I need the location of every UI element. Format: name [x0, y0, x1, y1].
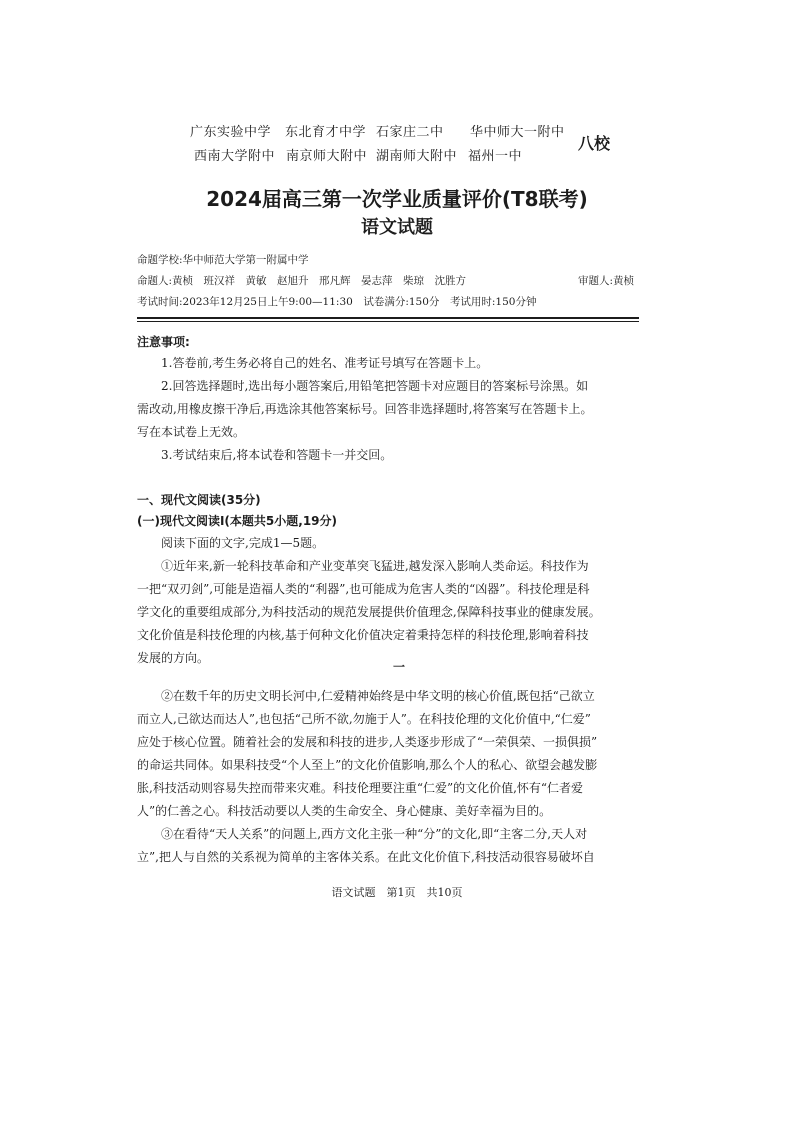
school-1: 广东实验中学: [190, 125, 272, 140]
para1-line1: ①近年来,新一轮科技革命和产业变革突飞猛进,越发深入影响人类命运。科技作为: [161, 559, 589, 573]
subject-title: 语文试题: [361, 217, 433, 238]
school-6: 南京师大附中: [286, 149, 368, 164]
page-title: 2024届高三第一次学业质量评价(T8联考): [206, 187, 588, 211]
para1-line5: 发展的方向。: [137, 651, 210, 665]
notice-heading: 注意事项:: [137, 335, 190, 349]
notice-item-2: 2.回答选择题时,选出每小题答案后,用铅笔把答题卡对应题目的答案标号涂黑。如: [161, 379, 589, 393]
school-8: 福州一中: [468, 149, 523, 164]
school-7: 湖南师大附中: [376, 149, 458, 164]
divider-thick: [137, 317, 639, 319]
para2-line6: 人”的仁善之心。科技活动要以人类的生命安全、身心健康、美好幸福为目的。: [137, 804, 552, 818]
para1-line2: 一把“双刃剑”,可能是造福人类的“利器”,也可能成为危害人类的“凶器”。科技伦理是科: [137, 582, 590, 596]
exam-authors: 命题人:黄桢 班汉祥 黄敏 赵旭升 邢凡辉 晏志萍 柴琼 沈胜方: [137, 275, 467, 287]
divider-thin: [137, 321, 639, 322]
para2-line1: ②在数千年的历史文明长河中,仁爱精神始终是中华文明的核心价值,既包括“己欲立: [161, 689, 595, 703]
reading-instruction: 阅读下面的文字,完成1—5题。: [161, 536, 325, 550]
school-3: 石家庄二中: [376, 125, 444, 140]
exam-school: 命题学校:华中师范大学第一附属中学: [137, 254, 309, 266]
para2-line2: 而立人,己欲达而达人”,也包括“己所不欲,勿施于人”。在科技伦理的文化价值中,“仁爱”: [137, 712, 591, 726]
school-2: 东北育才中学: [285, 125, 367, 140]
para2-line4: 的命运共同体。如果科技受“个人至上”的文化价值影响,那么个人的私心、欲望会越发膨: [137, 758, 598, 772]
page-footer: 语文试题 第1页 共10页: [331, 886, 463, 899]
school-4: 华中师大一附中: [470, 125, 565, 140]
notice-item-1: 1.答卷前,考生务必将自己的姓名、准考证号填写在答题卡上。: [161, 356, 489, 370]
alliance-label: 八校: [578, 134, 611, 153]
para2-line5: 胀,科技活动则容易失控而带来灾难。科技伦理要注重“仁爱”的文化价值,怀有“仁者爱: [137, 781, 584, 795]
para3-line2: 立”,把人与自然的关系视为简单的主客体关系。在此文化价值下,科技活动很容易破坏自: [137, 850, 595, 864]
notice-item-2-cont: 需改动,用橡皮擦干净后,再选涂其他答案标号。回答非选择题时,将答案写在答题卡上。: [137, 402, 593, 416]
para1-line3: 学文化的重要组成部分,为科技活动的规范发展提供价值理念,保障科技事业的健康发展。: [137, 605, 601, 619]
notice-item-3: 3.考试结束后,将本试卷和答题卡一并交回。: [161, 448, 393, 462]
subsection-heading: (一)现代文阅读Ⅰ(本题共5小题,19分): [137, 514, 338, 528]
exam-reviewer: 审题人:黄桢: [578, 275, 635, 287]
para3-line1: ③在看待“天人关系”的问题上,西方文化主张一种“分”的文化,即“主客二分,天人对: [161, 827, 588, 841]
school-5: 西南大学附中: [194, 149, 276, 164]
para2-line3: 应处于核心位置。随着社会的发展和科技的进步,人类逐步形成了“一荣俱荣、一损俱损”: [137, 735, 598, 749]
notice-item-2-end: 写在本试卷上无效。: [137, 425, 246, 439]
para1-line4: 文化价值是科技伦理的内核,基于何种文化价值决定着秉持怎样的科技伦理,影响着科技: [137, 628, 589, 642]
section-heading: 一、现代文阅读(35分): [137, 493, 261, 507]
exam-time: 考试时间:2023年12月25日上午9:00—11:30 试卷满分:150分 考试用时:150分钟: [137, 296, 537, 308]
section-mark: 一: [393, 660, 406, 674]
